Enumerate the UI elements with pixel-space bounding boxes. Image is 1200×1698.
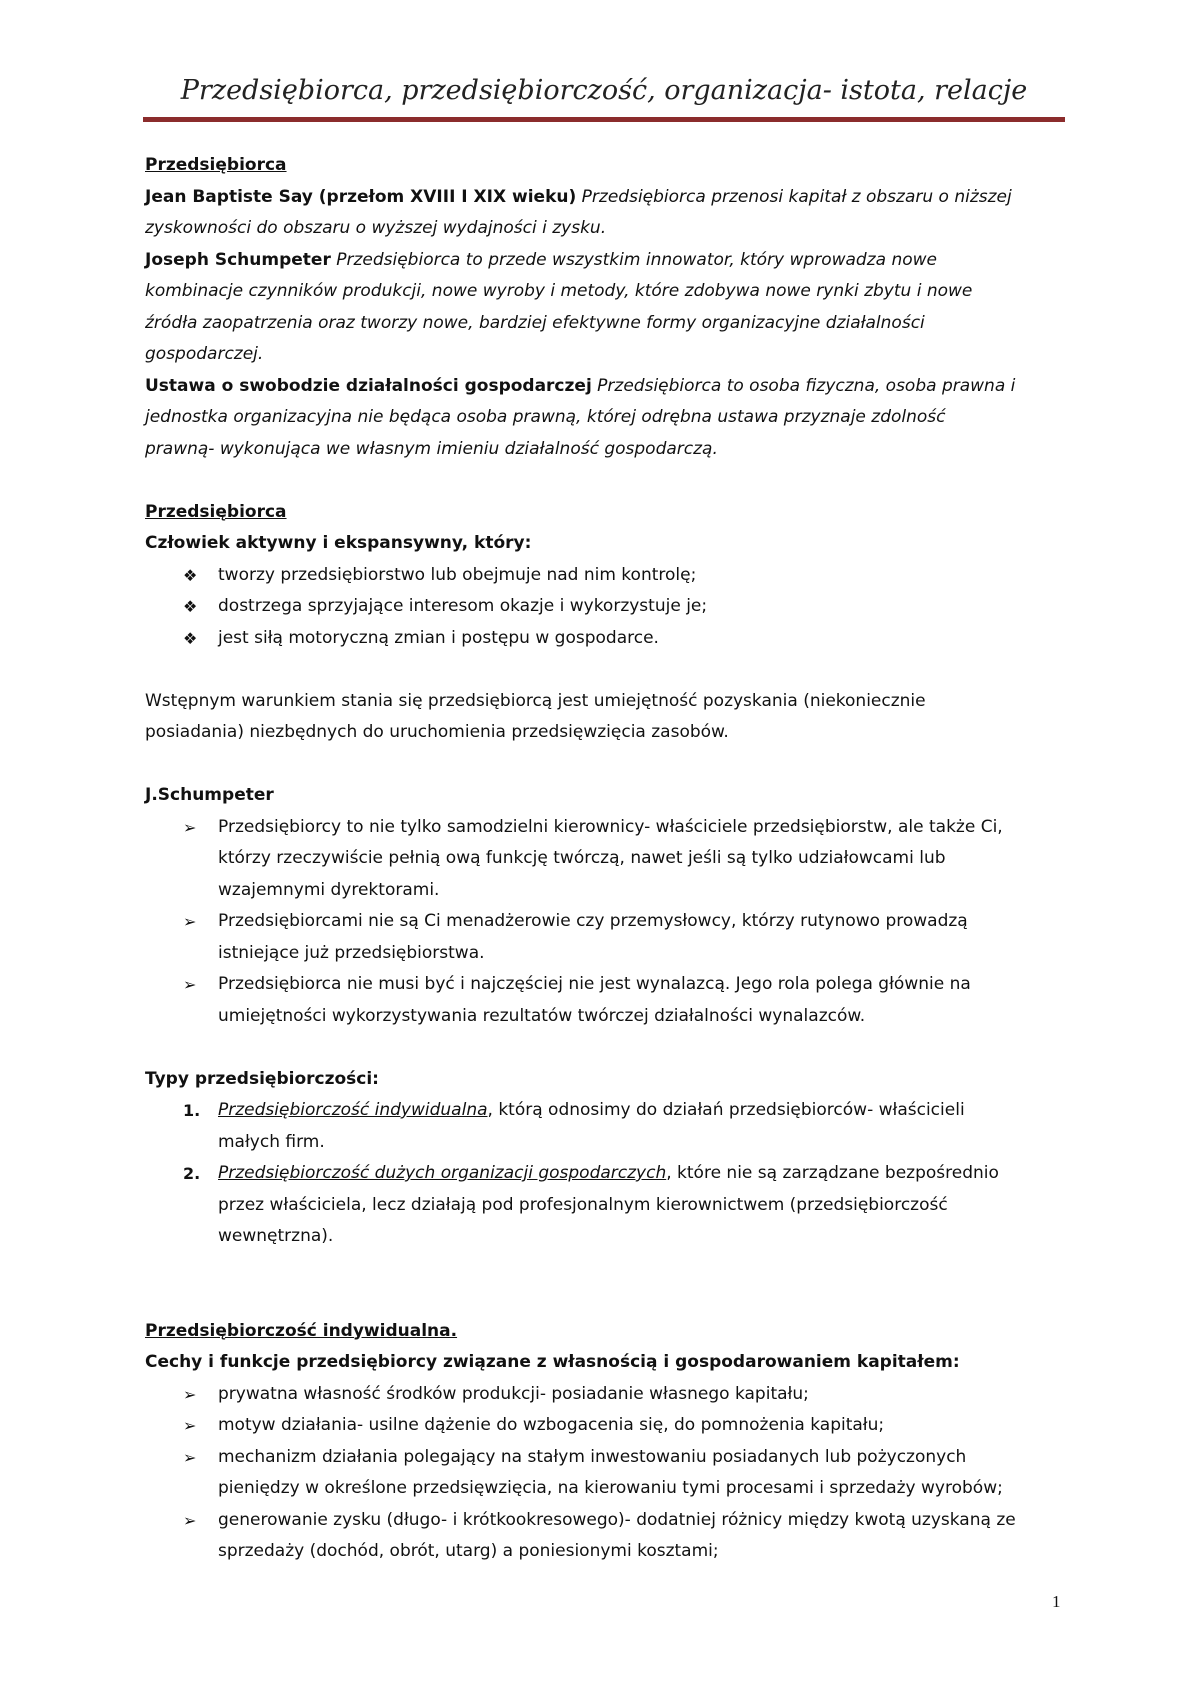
list-item [145, 812, 1075, 907]
numbered-list [145, 1095, 1075, 1253]
list-item-text: prywatna własność środków produkcji- posiadanie własnego kapitału; [218, 1383, 809, 1404]
subheading: Cechy i funkcje przedsiębiorcy związane z własnością i gospodarowaniem kapitałem: [145, 1352, 960, 1372]
list-item-text: wzajemnymi dyrektorami. [218, 879, 440, 900]
list-item-text: Przedsiębiorca nie musi być i najczęściej nie jest wynalazcą. Jego rola polega głównie na [218, 974, 971, 994]
list-item [145, 623, 1075, 655]
arrow-bullet-icon: ➢ [183, 817, 197, 837]
definition-text: Przedsiębiorca przenosi kapitał z obszaru o niższej [576, 186, 1012, 207]
arrow-list [145, 1379, 1075, 1568]
subheading: Człowiek aktywny i ekspansywny, który: [145, 533, 532, 553]
list-item [145, 1505, 1075, 1568]
diamond-bullet-icon: ❖ [183, 628, 198, 648]
arrow-list [145, 812, 1075, 1033]
list-item-text: , które nie są zarządzane bezpośrednio [666, 1163, 999, 1183]
list-item-text: Przedsiębiorcy to nie tylko samodzielni kierownicy- właściciele przedsiębiorstw, ale także Ci, [218, 816, 1003, 837]
arrow-bullet-icon: ➢ [183, 912, 197, 931]
list-number: 2. [183, 1164, 201, 1183]
list-item-text: którzy rzeczywiście pełnią ową funkcję twórczą, nawet jeśli są tylko udziałowcami lub [218, 848, 946, 868]
author-name: Jean Baptiste Say (przełom XVIII I XIX wieku) [145, 186, 577, 207]
definition-text: kombinacje czynników produkcji, nowe wyroby i metody, które zdobywa nowe rynki zbytu i nowe [145, 281, 973, 301]
definition-text: prawną- wykonująca we własnym imieniu działalność gospodarczą. [145, 438, 718, 459]
list-item [145, 906, 1075, 969]
arrow-bullet-icon: ➢ [183, 1510, 197, 1530]
definition-text: Przedsiębiorca to przede wszystkim innowator, który wprowadza nowe [330, 249, 937, 270]
list-item [145, 1442, 1075, 1505]
list-item [145, 1410, 1075, 1442]
list-item-text: wewnętrzna). [218, 1226, 334, 1246]
list-item-text: , którą odnosimy do działań przedsiębiorców- właścicieli [487, 1100, 965, 1120]
list-item-text: małych firm. [218, 1131, 325, 1152]
list-item [145, 1095, 1075, 1158]
arrow-bullet-icon: ➢ [183, 1384, 197, 1404]
list-item-text: umiejętności wykorzystywania rezultatów twórczej działalności wynalazców. [218, 1005, 866, 1026]
list-item-text: istniejące już przedsiębiorstwa. [218, 942, 485, 963]
list-item [145, 591, 1075, 623]
arrow-bullet-icon: ➢ [183, 1447, 197, 1467]
section-heading: Przedsiębiorca [145, 501, 287, 522]
section-heading: J.Schumpeter [145, 785, 274, 805]
section-heading: Przedsiębiorczość indywidualna. [145, 1320, 458, 1341]
section-heading: Przedsiębiorca [145, 155, 287, 175]
list-item-text: Przedsiębiorcami nie są Ci menadżerowie czy przemysłowcy, którzy rutynowo prowadzą [218, 911, 968, 931]
list-item-text: generowanie zysku (długo- i krótkookresowego)- dodatniej różnicy między kwotą uzyskaną ze [218, 1509, 1016, 1530]
list-item-text: tworzy przedsiębiorstwo lub obejmuje nad nim kontrolę; [218, 564, 697, 585]
law-name: Ustawa o swobodzie działalności gospodarczej [145, 375, 592, 396]
definition-text: Przedsiębiorca to osoba fizyczna, osoba prawna i [591, 375, 1016, 396]
definition-text: źródła zaopatrzenia oraz tworzy nowe, bardziej efektywne formy organizacyjne działalności [145, 312, 925, 333]
author-name: Joseph Schumpeter [145, 249, 331, 270]
document-body [145, 150, 1075, 1568]
list-item-text: pieniędzy w określone przedsięwzięcia, na kierowaniu tymi procesami i sprzedaży wyrobów; [218, 1478, 1003, 1498]
paragraph: posiadania) niezbędnych do uruchomienia przedsięwzięcia zasobów. [145, 722, 729, 742]
definition-text: jednostka organizacyjna nie będąca osoba prawną, której odrębna ustawa przyznaje zdolność [145, 407, 946, 427]
definition-say [145, 182, 1075, 214]
page-header: Przedsiębiorca, przedsiębiorczość, organizacja- istota, relacje [180, 75, 1028, 106]
arrow-bullet-icon: ➢ [183, 975, 197, 994]
diamond-bullet-icon: ❖ [183, 565, 198, 585]
definition-text: gospodarczej. [145, 344, 264, 364]
section-heading: Typy przedsiębiorczości: [145, 1068, 379, 1089]
header-rule [143, 117, 1065, 122]
definition-schumpeter [145, 245, 1075, 277]
list-item [145, 560, 1075, 592]
term: Przedsiębiorczość dużych organizacji gospodarczych [218, 1163, 667, 1183]
bullet-list [145, 560, 1075, 655]
paragraph: Wstępnym warunkiem stania się przedsiębiorcą jest umiejętność pozyskania (niekoniecznie [145, 690, 926, 711]
list-item [145, 969, 1075, 1032]
list-item-text: przez właściciela, lecz działają pod profesjonalnym kierownictwem (przedsiębiorczość [218, 1194, 948, 1215]
list-item-text: dostrzega sprzyjające interesom okazje i wykorzystuje je; [218, 596, 708, 616]
definition-law [145, 371, 1075, 403]
list-item [145, 1158, 1075, 1253]
page-number: 1 [1052, 1592, 1061, 1611]
list-item-text: motyw działania- usilne dążenie do wzbogacenia się, do pomnożenia kapitału; [218, 1415, 885, 1435]
diamond-bullet-icon: ❖ [183, 597, 198, 616]
term: Przedsiębiorczość indywidualna [218, 1100, 488, 1120]
list-item-text: jest siłą motoryczną zmian i postępu w gospodarce. [218, 627, 659, 648]
list-item [145, 1379, 1075, 1411]
list-item-text: sprzedaży (dochód, obrót, utarg) a poniesionymi kosztami; [218, 1541, 719, 1561]
list-number: 1. [183, 1101, 201, 1120]
arrow-bullet-icon: ➢ [183, 1416, 197, 1435]
definition-text: zyskowności do obszaru o wyższej wydajności i zysku. [145, 218, 607, 238]
list-item-text: mechanizm działania polegający na stałym inwestowaniu posiadanych lub pożyczonych [218, 1446, 967, 1467]
